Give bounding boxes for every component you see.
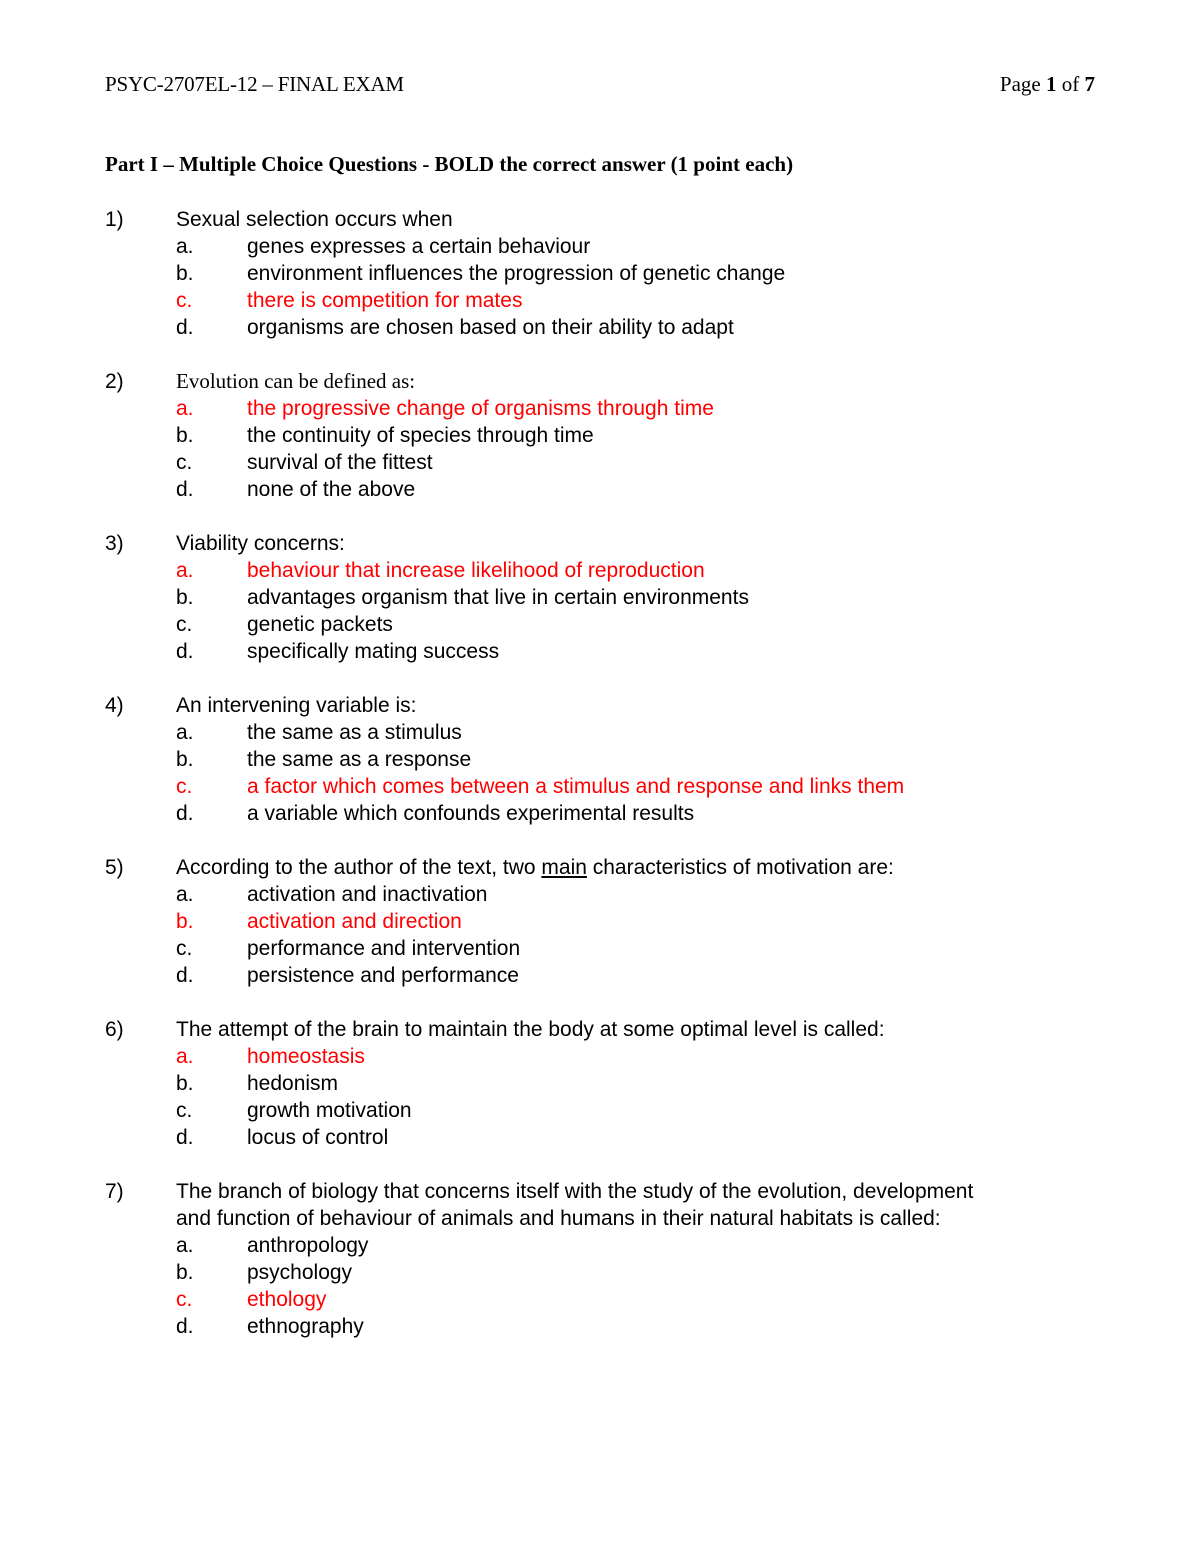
option-text: ethology — [247, 1288, 327, 1311]
question-number: 2) — [105, 370, 124, 393]
question-stem — [105, 530, 1095, 557]
option-a — [105, 719, 1095, 746]
question-number: 5) — [105, 856, 124, 879]
question-number: 3) — [105, 532, 124, 555]
option-letter: b. — [176, 586, 194, 609]
option-text: genetic packets — [247, 613, 393, 636]
question-text-line-2: and function of behaviour of animals and humans in their natural habitats is called: — [176, 1207, 941, 1230]
question-text: Viability concerns: — [176, 532, 345, 555]
question-stem-continued — [105, 1205, 1095, 1232]
option-text: genes expresses a certain behaviour — [247, 235, 591, 258]
option-text: the progressive change of organisms through time — [247, 397, 714, 420]
question-text: Evolution can be defined as: — [176, 369, 416, 393]
option-a — [105, 557, 1095, 584]
option-a — [105, 1043, 1095, 1070]
question-stem — [105, 692, 1095, 719]
option-letter: c. — [176, 451, 193, 474]
option-letter: a. — [176, 1045, 194, 1068]
option-letter: b. — [176, 748, 194, 771]
page-header — [105, 72, 1095, 102]
question-text: An intervening variable is: — [176, 694, 417, 717]
option-letter: d. — [176, 1126, 194, 1149]
option-letter: c. — [176, 775, 193, 798]
option-c — [105, 611, 1095, 638]
question-stem — [105, 1178, 1095, 1205]
option-text: activation and inactivation — [247, 883, 488, 906]
option-c — [105, 1097, 1095, 1124]
option-text: behaviour that increase likelihood of reproduction — [247, 559, 705, 582]
option-letter: d. — [176, 478, 194, 501]
question-stem — [105, 854, 1095, 881]
question-number: 7) — [105, 1180, 124, 1203]
question-text-emphasis: main — [541, 856, 587, 879]
option-d — [105, 1124, 1095, 1151]
option-letter: d. — [176, 316, 194, 339]
question-text: The attempt of the brain to maintain the body at some optimal level is called: — [176, 1018, 885, 1041]
option-d — [105, 314, 1095, 341]
option-a — [105, 233, 1095, 260]
option-letter: d. — [176, 802, 194, 825]
question-stem — [105, 1016, 1095, 1043]
option-text: environment influences the progression of genetic change — [247, 262, 786, 285]
option-letter: c. — [176, 937, 193, 960]
option-text: survival of the fittest — [247, 451, 433, 474]
option-a — [105, 395, 1095, 422]
option-a — [105, 1232, 1095, 1259]
option-text: growth motivation — [247, 1099, 412, 1122]
option-b — [105, 746, 1095, 773]
question-text-after: characteristics of motivation are: — [586, 856, 894, 879]
question-number: 1) — [105, 208, 124, 231]
question-6 — [105, 1016, 1095, 1151]
question-text — [176, 856, 894, 879]
option-letter: a. — [176, 883, 194, 906]
question-stem — [105, 206, 1095, 233]
option-text: persistence and performance — [247, 964, 519, 987]
option-d — [105, 800, 1095, 827]
option-d — [105, 962, 1095, 989]
option-text: ethnography — [247, 1315, 364, 1338]
page-word: Page — [999, 72, 1041, 96]
option-text: psychology — [247, 1261, 353, 1284]
option-c — [105, 773, 1095, 800]
option-b — [105, 260, 1095, 287]
option-letter: a. — [176, 1234, 194, 1257]
question-1 — [105, 206, 1095, 341]
option-text: hedonism — [247, 1072, 339, 1095]
part-heading: Part I – Multiple Choice Questions - BOLD the correct answer (1 point each) — [105, 152, 794, 176]
option-c — [105, 935, 1095, 962]
question-text-before: According to the author of the text, two — [176, 856, 542, 879]
question-number: 6) — [105, 1018, 124, 1041]
option-letter: a. — [176, 235, 194, 258]
option-letter: b. — [176, 910, 194, 933]
question-number: 4) — [105, 694, 124, 717]
option-d — [105, 638, 1095, 665]
option-b — [105, 1259, 1095, 1286]
option-letter: b. — [176, 1072, 194, 1095]
option-text: specifically mating success — [247, 640, 500, 663]
option-letter: c. — [176, 1099, 193, 1122]
option-b — [105, 422, 1095, 449]
option-text: advantages organism that live in certain environments — [247, 586, 749, 609]
question-text-line-1: The branch of biology that concerns itself with the study of the evolution, development — [176, 1180, 974, 1203]
option-letter: c. — [176, 1288, 193, 1311]
option-a — [105, 881, 1095, 908]
option-b — [105, 584, 1095, 611]
question-7 — [105, 1178, 1095, 1340]
option-c — [105, 287, 1095, 314]
page-total: 7 — [1084, 72, 1095, 96]
option-c — [105, 449, 1095, 476]
page-current: 1 — [1046, 72, 1057, 96]
option-text: a factor which comes between a stimulus and response and links them — [247, 775, 905, 798]
option-letter: b. — [176, 262, 194, 285]
page-indicator — [1000, 72, 1095, 97]
question-list — [105, 206, 1095, 1367]
option-letter: c. — [176, 289, 193, 312]
question-3 — [105, 530, 1095, 665]
option-letter: c. — [176, 613, 193, 636]
question-2 — [105, 368, 1095, 503]
option-letter: d. — [176, 1315, 194, 1338]
option-text: none of the above — [247, 478, 416, 501]
option-letter: a. — [176, 721, 194, 744]
option-b — [105, 908, 1095, 935]
question-stem — [105, 368, 1095, 395]
option-text: organisms are chosen based on their ability to adapt — [247, 316, 734, 339]
option-letter: d. — [176, 964, 194, 987]
option-text: the continuity of species through time — [247, 424, 594, 447]
option-d — [105, 476, 1095, 503]
page-of: of — [1061, 72, 1080, 96]
option-text: the same as a stimulus — [247, 721, 462, 744]
option-text: activation and direction — [247, 910, 462, 933]
option-c — [105, 1286, 1095, 1313]
option-text: there is competition for mates — [247, 289, 523, 312]
option-letter: a. — [176, 559, 194, 582]
option-text: a variable which confounds experimental results — [247, 802, 695, 825]
option-letter: b. — [176, 1261, 194, 1284]
course-title: PSYC-2707EL-12 – FINAL EXAM — [105, 72, 404, 96]
option-letter: a. — [176, 397, 194, 420]
option-letter: d. — [176, 640, 194, 663]
option-text: performance and intervention — [247, 937, 521, 960]
option-text: homeostasis — [247, 1045, 365, 1068]
option-letter: b. — [176, 424, 194, 447]
question-5 — [105, 854, 1095, 989]
option-text: the same as a response — [247, 748, 472, 771]
option-text: locus of control — [247, 1126, 389, 1149]
option-b — [105, 1070, 1095, 1097]
option-d — [105, 1313, 1095, 1340]
question-text: Sexual selection occurs when — [176, 208, 453, 231]
question-4 — [105, 692, 1095, 827]
option-text: anthropology — [247, 1234, 369, 1257]
